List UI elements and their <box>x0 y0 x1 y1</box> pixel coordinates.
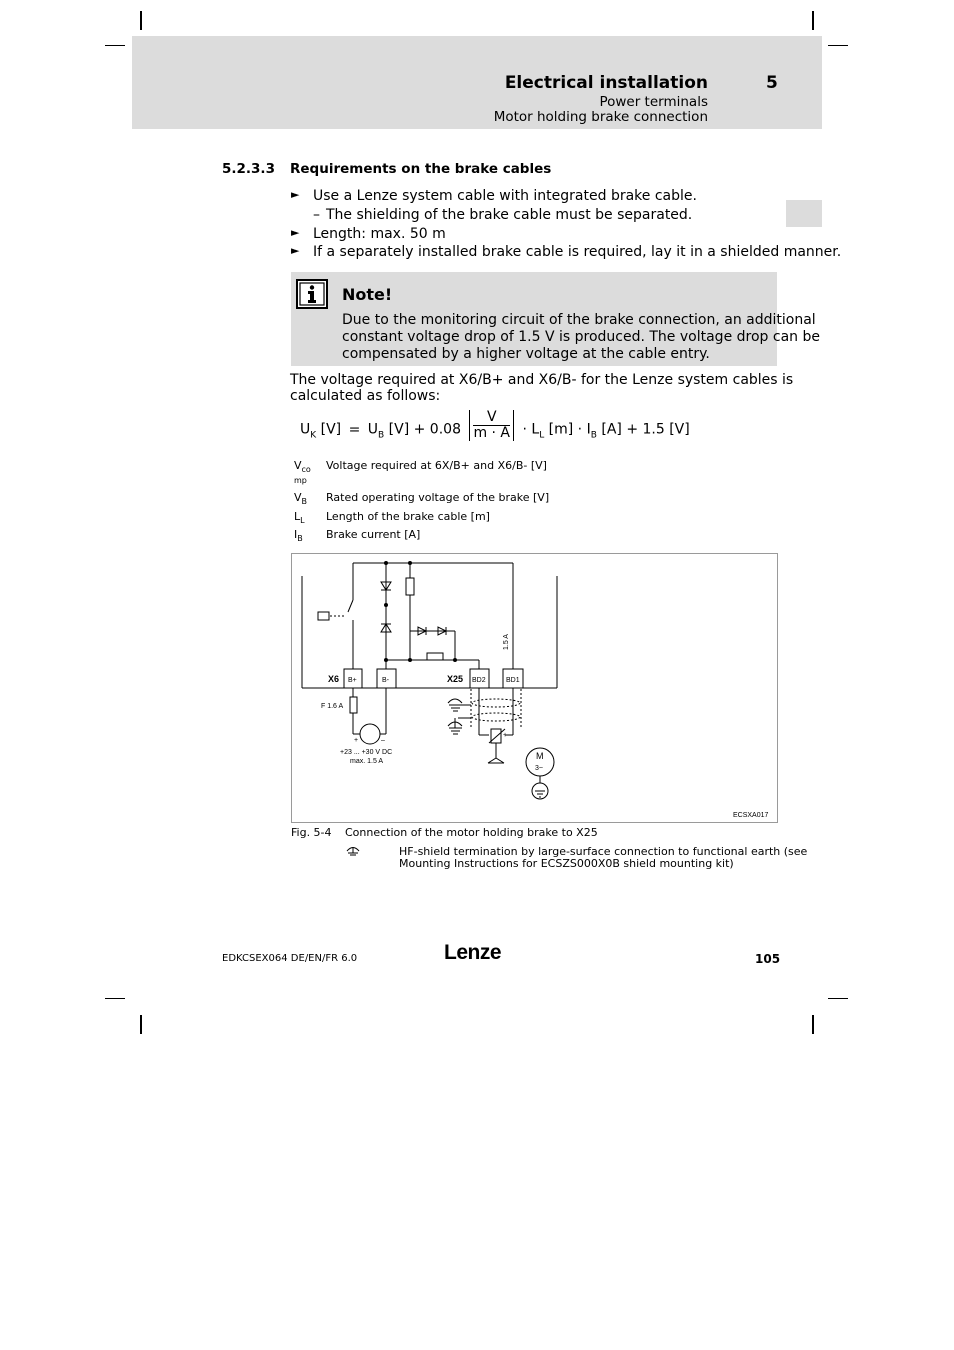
header-subtitle: Power terminals <box>599 94 708 110</box>
header-subtitle: Motor holding brake connection <box>493 109 708 125</box>
bullet-marker: ► <box>291 244 300 257</box>
formula-dot: · <box>577 421 583 438</box>
symbol-description: Voltage required at 6X/B+ and X6/B- [V] <box>326 459 547 472</box>
figure-label: Fig. 5-4 <box>291 826 332 839</box>
crop-mark <box>105 45 125 46</box>
motor-phase-label: 3~ <box>535 765 543 772</box>
motor-label: M <box>536 751 544 761</box>
document-code: EDKCSEX064 DE/EN/FR 6.0 <box>222 953 358 964</box>
list-item: Length: max. 50 m <box>313 226 446 242</box>
crop-mark <box>828 998 848 999</box>
fraction-numerator: V <box>473 410 510 426</box>
supply-current-label: max. 1.5 A <box>350 758 384 765</box>
note-title: Note! <box>342 285 393 304</box>
crop-mark <box>140 1015 142 1034</box>
section-number: 5.2.3.3 <box>222 161 275 177</box>
x25-label: X25 <box>447 674 464 684</box>
figure-note: Mounting Instructions for ECSZS000X0B shield mounting kit) <box>399 857 734 870</box>
symbol-subscript: B <box>297 534 303 544</box>
info-icon <box>296 279 328 309</box>
terminal-bd1: BD1 <box>506 677 520 684</box>
shield-earth-icon <box>346 845 360 857</box>
symbol-subscript: co <box>301 465 311 475</box>
formula-term: U <box>300 421 311 438</box>
symbol-letter: I <box>294 528 298 541</box>
chapter-title: Electrical installation <box>504 73 708 93</box>
symbol-letter: V <box>294 459 302 472</box>
supply-minus: – <box>381 737 385 744</box>
brake-wiring-diagram <box>291 553 778 823</box>
symbol <box>294 528 303 543</box>
symbol-subscript: B <box>301 497 308 507</box>
supply-plus: + <box>354 737 359 744</box>
symbol-letter: L <box>294 510 301 523</box>
body-paragraph: The voltage required at X6/B+ and X6/B- for the Lenze system cables is <box>290 372 794 388</box>
note-text: Due to the monitoring circuit of the brake connection, an additional <box>342 312 816 328</box>
chapter-number: 5 <box>766 73 778 93</box>
symbol <box>294 491 307 506</box>
figure-caption: Connection of the motor holding brake to X25 <box>345 826 598 839</box>
terminal-b-plus: B+ <box>348 677 357 684</box>
formula-term: I <box>586 421 591 438</box>
bullet-marker: ► <box>291 188 300 201</box>
body-paragraph: calculated as follows: <box>290 388 441 404</box>
bullet-marker: ► <box>291 226 300 239</box>
formula-dot: · <box>522 421 527 438</box>
section-title: Requirements on the brake cables <box>290 161 552 177</box>
symbol-letter: V <box>294 491 302 504</box>
formula-equals: = <box>348 421 361 438</box>
formula-unit: [V] <box>320 421 342 438</box>
note-text: constant voltage drop of 1.5 V is produced. The voltage drop can be <box>342 329 820 345</box>
header-band <box>132 36 822 129</box>
symbol-description: Brake current [A] <box>326 528 421 541</box>
symbol-description: Length of the brake cable [m] <box>326 510 490 523</box>
crop-mark <box>812 11 814 30</box>
voltage-formula <box>300 409 690 445</box>
dash-marker: – <box>313 207 320 223</box>
figure-note: HF-shield termination by large-surface connection to functional earth (see <box>399 845 808 858</box>
current-label: 1.5 A <box>503 634 510 650</box>
x6-label: X6 <box>328 674 340 684</box>
terminal-bd2: BD2 <box>472 677 486 684</box>
list-item: If a separately installed brake cable is required, lay it in a shielded manner. <box>313 244 842 260</box>
formula-subscript: B <box>378 430 385 441</box>
figure-code: ECSXA017 <box>733 812 769 819</box>
supply-voltage-label: +23 ... +30 V DC <box>340 749 393 756</box>
fraction-denominator: m · A <box>473 425 511 441</box>
symbol <box>294 459 311 474</box>
page-number: 105 <box>755 952 781 966</box>
crop-mark <box>812 1015 814 1034</box>
formula-subscript: B <box>590 430 597 441</box>
chapter-side-tab <box>786 200 822 227</box>
formula-unit: [V] <box>388 421 410 438</box>
crop-mark <box>105 998 125 999</box>
brake-minus: – <box>482 732 486 739</box>
formula-unit: [m] <box>548 421 574 438</box>
earth-icon <box>448 699 462 734</box>
lenze-logo: Lenze <box>444 941 502 964</box>
note-text: compensated by a higher voltage at the cable entry. <box>342 346 710 362</box>
list-item: Use a Lenze system cable with integrated brake cable. <box>313 188 697 204</box>
symbol <box>294 510 305 525</box>
formula-subscript: K <box>310 430 317 441</box>
fuse-label: F 1.6 A <box>321 703 344 710</box>
formula-coefficient: + 0.08 <box>413 421 461 438</box>
symbol-description: Rated operating voltage of the brake [V] <box>326 491 550 504</box>
crop-mark <box>140 11 142 30</box>
symbol-subscript: L <box>300 516 305 526</box>
terminal-b-minus: B- <box>382 677 389 684</box>
formula-fraction <box>469 410 514 441</box>
symbol-subscript-cont: mp <box>294 476 307 485</box>
formula-subscript: L <box>539 430 545 441</box>
list-item: The shielding of the brake cable must be separated. <box>326 207 693 223</box>
formula-term: U <box>367 421 379 438</box>
formula-unit: [A] <box>601 421 622 438</box>
crop-mark <box>828 45 848 46</box>
brake-plus: + <box>503 732 508 739</box>
formula-constant: + 1.5 [V] <box>626 421 690 438</box>
formula-term: L <box>531 421 540 438</box>
